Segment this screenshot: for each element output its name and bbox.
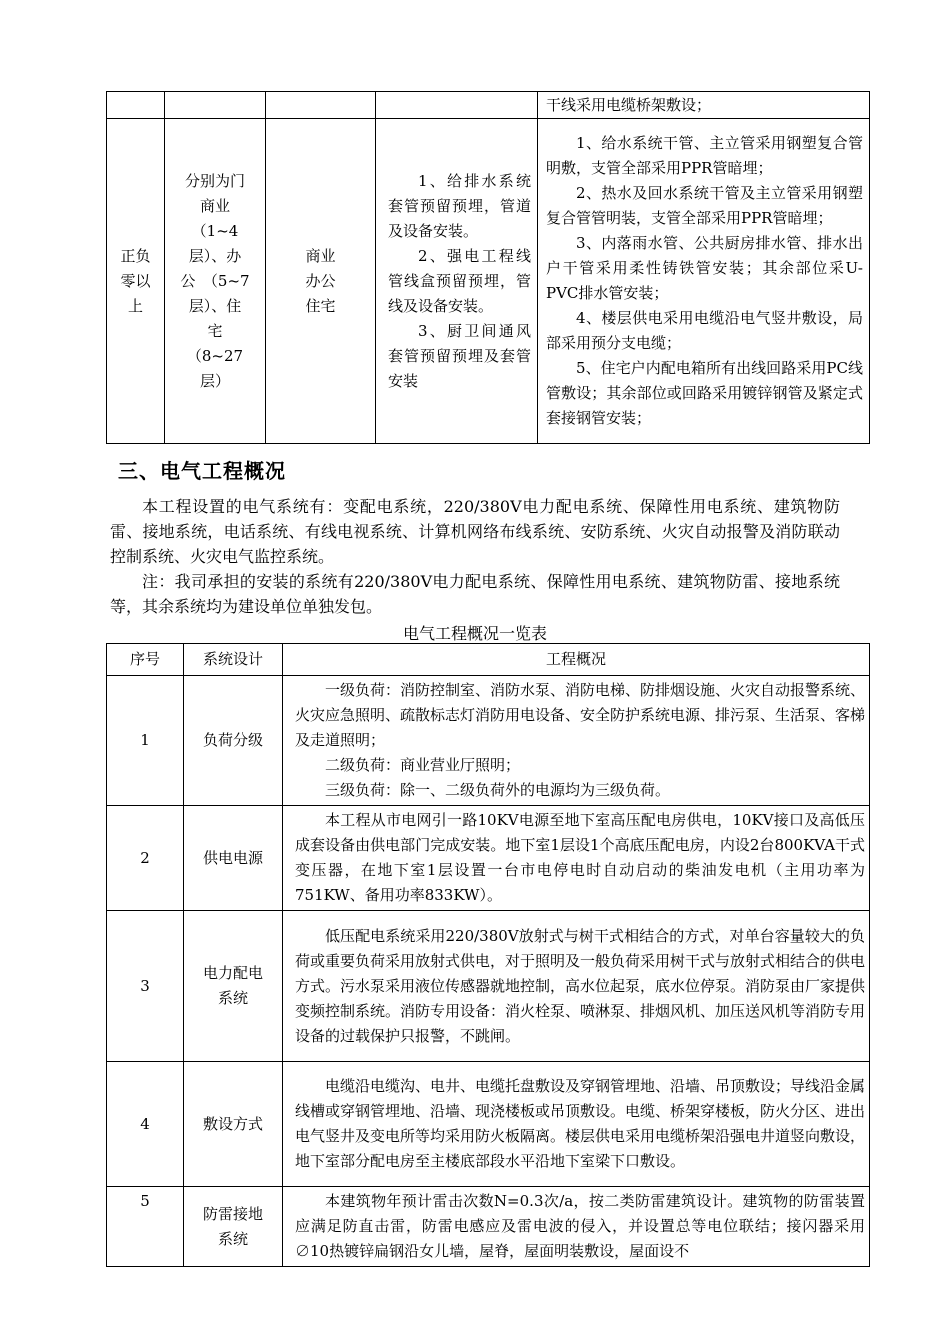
system-description: 本建筑物年预计雷击次数N=0.3次/a，按二类防雷建筑设计。建筑物的防雷装置应满足防直击雷，防雷电感应及雷电波的侵入，并设置总等电位联结；接闪器采用∅10热镀锌扁钢沿女儿墙，屋脊，屋面明装敷设，屋面设不 bbox=[283, 1187, 870, 1267]
table-row bbox=[107, 911, 870, 1062]
system-description: 低压配电系统采用220/380V放射式与树干式相结合的方式，对单台容量较大的负荷或重要负荷采用放射式供电，对于照明及一般负荷采用树干式与放射式相结合的供电方式。污水泵采用液位传感器就地控制，高水位起泵，底水位停泵。消防泵由厂家提供变频控制系统。消防专用设备：消火栓泵、喷淋泵、排烟风机、加压送风机等消防专用设备的过载保护只报警，不跳闸。 bbox=[283, 911, 870, 1062]
paragraph: 注：我司承担的安装的系统有220/380V电力配电系统、保障性用电系统、建筑物防雷、接地系统等，其余系统均为建设单位单独发包。 bbox=[110, 572, 840, 616]
row-number: 3 bbox=[107, 911, 184, 1062]
table-row bbox=[107, 676, 870, 806]
table-cell: 干线采用电缆桥架敷设； bbox=[538, 92, 870, 119]
electrical-overview-table bbox=[106, 643, 870, 1267]
table-cell: 正负 零以 上 bbox=[107, 119, 165, 444]
plumbing-scope-table bbox=[106, 91, 870, 444]
system-name: 电力配电系统 bbox=[184, 911, 283, 1062]
column-header: 工程概况 bbox=[283, 644, 870, 676]
table-cell: 分别为门 商业 （1~4 层）、办 公 （5~7 层）、住 宅 （8~27 层） bbox=[165, 119, 266, 444]
table-cell: 1、给水系统干管、主立管采用钢塑复合管明敷，支管全部采用PPR管暗埋； 2、热水及回水系统干管及主立管采用钢塑复合管管明装，支管全部采用PPR管暗埋； 3、内落雨水管、公共厨房排水管、排水出户干管采用柔性铸铁管安装；其余部位采U-PVC排水管安装； 4、楼层供电采用电缆沿电气竖井敷设，局部采用预分支电缆； 5、住宅户内配电箱所有出线回路采用PC线管敷设；其余部位或回路采用镀锌钢管及紧定式套接钢管安装； bbox=[538, 119, 870, 444]
table-cell: 商业 办公 住宅 bbox=[266, 119, 376, 444]
system-description: 本工程从市电网引一路10KV电源至地下室高压配电房供电，10KV接口及高低压成套设备由供电部门完成安装。地下室1层设1个高底压配电房，内设2台800KVA干式变压器，在地下室1层设置一台市电停电时自动启动的柴油发电机（主用功率为751KW、备用功率833KW）。 bbox=[283, 806, 870, 911]
column-header: 序号 bbox=[107, 644, 184, 676]
table-row bbox=[107, 92, 870, 119]
table-row bbox=[107, 806, 870, 911]
table-row bbox=[107, 1062, 870, 1187]
table-cell: 1、给排水系统套管预留预埋，管道及设备安装。 2、强电工程线管线盒预留预埋，管线及设备安装。 3、厨卫间通风套管预留预埋及套管安装 bbox=[376, 119, 538, 444]
row-number: 5 bbox=[107, 1187, 184, 1267]
section-heading: 三、电气工程概况 bbox=[118, 459, 286, 483]
system-name: 供电电源 bbox=[184, 806, 283, 911]
row-number: 4 bbox=[107, 1062, 184, 1187]
table-row bbox=[107, 1187, 870, 1267]
table-caption: 电气工程概况一览表 bbox=[402, 624, 547, 643]
row-number: 2 bbox=[107, 806, 184, 911]
table-header-row bbox=[107, 644, 870, 676]
paragraph: 本工程设置的电气系统有：变配电系统，220/380V电力配电系统、保障性用电系统、建筑物防雷、接地系统，电话系统、有线电视系统、计算机网络布线系统、安防系统、火灾自动报警及消防联动控制系统、火灾电气监控系统。 bbox=[110, 497, 840, 566]
system-name: 敷设方式 bbox=[184, 1062, 283, 1187]
row-number: 1 bbox=[107, 676, 184, 806]
system-name: 负荷分级 bbox=[184, 676, 283, 806]
system-name: 防雷接地系统 bbox=[184, 1187, 283, 1267]
system-description: 一级负荷：消防控制室、消防水泵、消防电梯、防排烟设施、火灾自动报警系统、火灾应急照明、疏散标志灯消防用电设备、安全防护系统电源、排污泵、生活泵、客梯及走道照明； 二级负荷：商业营业厅照明； 三级负荷：除一、二级负荷外的电源均为三级负荷。 bbox=[283, 676, 870, 806]
system-description: 电缆沿电缆沟、电井、电缆托盘敷设及穿钢管埋地、沿墙、吊顶敷设；导线沿金属线槽或穿钢管埋地、沿墙、现浇楼板或吊顶敷设。电缆、桥架穿楼板，防火分区、进出电气竖井及变电所等均采用防火板隔离。楼层供电采用电缆桥架沿强电井道竖向敷设，地下室部分配电房至主楼底部段水平沿地下室梁下口敷设。 bbox=[283, 1062, 870, 1187]
body-text bbox=[110, 494, 840, 619]
column-header: 系统设计 bbox=[184, 644, 283, 676]
table-row bbox=[107, 119, 870, 444]
